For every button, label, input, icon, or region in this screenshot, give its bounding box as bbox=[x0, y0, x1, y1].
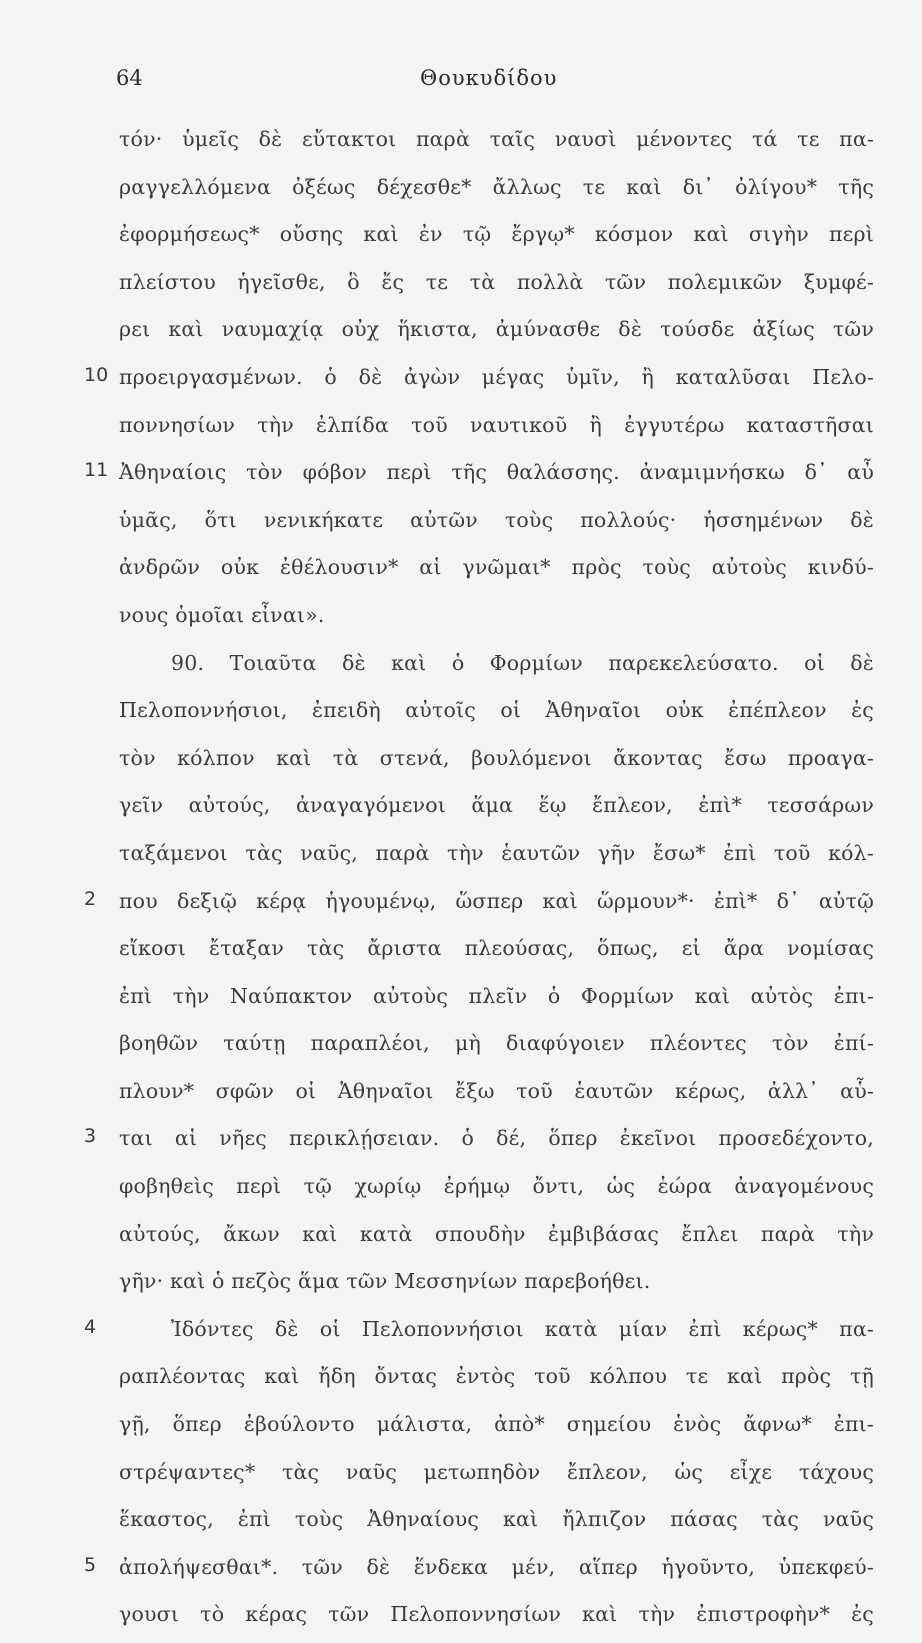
line-number: 4 bbox=[84, 1315, 97, 1338]
line-text: ποννησίων τὴν ἐλπίδα τοῦ ναυτικοῦ ἢ ἐγγυτέρω καταστῆσαι bbox=[119, 412, 874, 437]
line-text: ρει καὶ ναυμαχίᾳ οὐχ ἥκιστα, ἀμύνασθε δὲ τούσδε ἀξίως τῶν bbox=[119, 317, 874, 342]
text-line bbox=[0, 453, 922, 501]
line-text: γουσι τὸ κέρας τῶν Πελοποννησίων καὶ τὴν ἐπιστροφὴν* ἐς bbox=[119, 1602, 874, 1627]
text-line bbox=[0, 406, 922, 454]
text-line bbox=[0, 310, 922, 358]
text-line bbox=[0, 977, 922, 1025]
text-line bbox=[0, 1405, 922, 1453]
line-text: τὸν κόλπον καὶ τὰ στενά, βουλόμενοι ἄκοντας ἔσω προαγα- bbox=[119, 745, 874, 770]
line-text: πλουν* σφῶν οἱ Ἀθηναῖοι ἔξω τοῦ ἑαυτῶν κέρως, ἀλλ᾽ αὗ- bbox=[119, 1078, 874, 1103]
line-text: ραπλέοντας καὶ ἤδη ὄντας ἐντὸς τοῦ κόλπου τε καὶ πρὸς τῇ bbox=[119, 1364, 874, 1389]
page-number: 64 bbox=[116, 66, 143, 90]
line-text: ἀπολήψεσθαι*. τῶν δὲ ἕνδεκα μέν, αἵπερ ἡγοῦντο, ὑπεκφεύ- bbox=[119, 1554, 874, 1579]
text-line bbox=[0, 168, 922, 216]
line-text: ἕκαστος, ἐπὶ τοὺς Ἀθηναίους καὶ ἤλπιζον πάσας τὰς ναῦς bbox=[119, 1507, 874, 1532]
line-text: εἴκοσι ἔταξαν τὰς ἄριστα πλεούσας, ὅπως, εἰ ἄρα νομίσας bbox=[119, 936, 874, 961]
text-line bbox=[0, 215, 922, 263]
line-number: 11 bbox=[84, 459, 109, 482]
line-text: Ἀθηναίοις τὸν φόβον περὶ τῆς θαλάσσης. ἀναμιμνήσκω δ᾽ αὖ bbox=[119, 460, 874, 485]
text-line bbox=[0, 1595, 922, 1643]
line-text: Ἰδόντες δὲ οἱ Πελοποννήσιοι κατὰ μίαν ἐπὶ κέρως* πα- bbox=[171, 1316, 874, 1341]
text-line bbox=[0, 1119, 922, 1167]
text-line bbox=[0, 739, 922, 787]
line-number: 10 bbox=[84, 363, 109, 386]
text-line bbox=[0, 1072, 922, 1120]
text-line bbox=[0, 1548, 922, 1596]
text-line bbox=[0, 1357, 922, 1405]
text-line bbox=[0, 596, 922, 644]
text-line bbox=[0, 501, 922, 549]
line-text: ὑμᾶς, ὅτι νενικήκατε αὐτῶν τοὺς πολλούς· ἡσσημένων δὲ bbox=[119, 507, 874, 532]
text-line bbox=[0, 1167, 922, 1215]
line-text: ταξάμενοι τὰς ναῦς, παρὰ τὴν ἑαυτῶν γῆν ἔσω* ἐπὶ τοῦ κόλ- bbox=[119, 840, 874, 865]
line-text: Πελοποννήσιοι, ἐπειδὴ αὐτοῖς οἱ Ἀθηναῖοι οὐκ ἐπέπλεον ἐς bbox=[119, 698, 874, 723]
line-text: 90. Τοιαῦτα δὲ καὶ ὁ Φορμίων παρεκελεύσατο. οἱ δὲ bbox=[171, 650, 874, 675]
running-head: Θουκυδίδου bbox=[420, 66, 558, 90]
line-text: αὐτούς, ἄκων καὶ κατὰ σπουδὴν ἐμβιβάσας ἔπλει παρὰ τὴν bbox=[119, 1221, 874, 1246]
line-text: νους ὁμοῖαι εἶναι». bbox=[119, 602, 325, 627]
text-line bbox=[0, 548, 922, 596]
text-line bbox=[0, 1453, 922, 1501]
line-text: γῇ, ὅπερ ἐβούλοντο μάλιστα, ἀπὸ* σημείου ἑνὸς ἄφνω* ἐπι- bbox=[119, 1412, 874, 1437]
line-text: που δεξιῷ κέρᾳ ἡγουμένῳ, ὥσπερ καὶ ὥρμουν*· ἐπὶ* δ᾽ αὐτῷ bbox=[119, 888, 874, 913]
line-text: στρέψαντες* τὰς ναῦς μετωπηδὸν ἔπλεον, ὡς εἶχε τάχους bbox=[119, 1459, 874, 1484]
text-line bbox=[0, 1262, 922, 1310]
line-text: τόν· ὑμεῖς δὲ εὔτακτοι παρὰ ταῖς ναυσὶ μένοντες τά τε πα- bbox=[119, 127, 874, 151]
line-text: γεῖν αὐτούς, ἀναγαγόμενοι ἅμα ἕῳ ἔπλεον, ἐπὶ* τεσσάρων bbox=[119, 793, 874, 818]
line-text: γῆν· καὶ ὁ πεζὸς ἅμα τῶν Μεσσηνίων παρεβοήθει. bbox=[119, 1269, 651, 1294]
text-line bbox=[0, 929, 922, 977]
text-line bbox=[0, 644, 922, 692]
text-line bbox=[0, 1024, 922, 1072]
line-text: ται αἱ νῆες περικλῄσειαν. ὁ δέ, ὅπερ ἐκεῖνοι προσεδέχοντο, bbox=[119, 1126, 874, 1151]
line-text: πλείστου ἡγεῖσθε, ὃ ἔς τε τὰ πολλὰ τῶν πολεμικῶν ξυμφέ- bbox=[119, 269, 874, 294]
line-text: ραγγελλόμενα ὀξέως δέχεσθε* ἄλλως τε καὶ δι᾽ ὀλίγου* τῆς bbox=[119, 174, 874, 199]
text-line bbox=[0, 120, 922, 168]
text-line bbox=[0, 358, 922, 406]
page-header bbox=[0, 66, 922, 106]
text-body bbox=[0, 120, 922, 1643]
line-text: βοηθῶν ταύτῃ παραπλέοι, μὴ διαφύγοιεν πλέοντες τὸν ἐπί- bbox=[119, 1031, 874, 1056]
line-text: προειργασμένων. ὁ δὲ ἀγὼν μέγας ὑμῖν, ἢ καταλῦσαι Πελο- bbox=[119, 364, 874, 389]
text-line bbox=[0, 1500, 922, 1548]
text-line bbox=[0, 1310, 922, 1358]
text-line bbox=[0, 691, 922, 739]
line-text: ἐφορμήσεως* οὔσης καὶ ἐν τῷ ἔργῳ* κόσμον καὶ σιγὴν περὶ bbox=[119, 222, 874, 247]
line-number: 2 bbox=[84, 887, 97, 910]
line-text: φοβηθεὶς περὶ τῷ χωρίῳ ἐρήμῳ ὄντι, ὡς ἑώρα ἀναγομένους bbox=[119, 1174, 874, 1199]
line-number: 3 bbox=[84, 1125, 97, 1148]
line-number: 5 bbox=[84, 1553, 97, 1576]
text-line bbox=[0, 882, 922, 930]
text-line bbox=[0, 834, 922, 882]
text-line bbox=[0, 1215, 922, 1263]
text-line bbox=[0, 786, 922, 834]
line-text: ἀνδρῶν οὐκ ἐθέλουσιν* αἱ γνῶμαι* πρὸς τοὺς αὐτοὺς κινδύ- bbox=[119, 555, 874, 580]
text-line bbox=[0, 263, 922, 311]
line-text: ἐπὶ τὴν Ναύπακτον αὐτοὺς πλεῖν ὁ Φορμίων καὶ αὐτὸς ἐπι- bbox=[119, 983, 874, 1008]
